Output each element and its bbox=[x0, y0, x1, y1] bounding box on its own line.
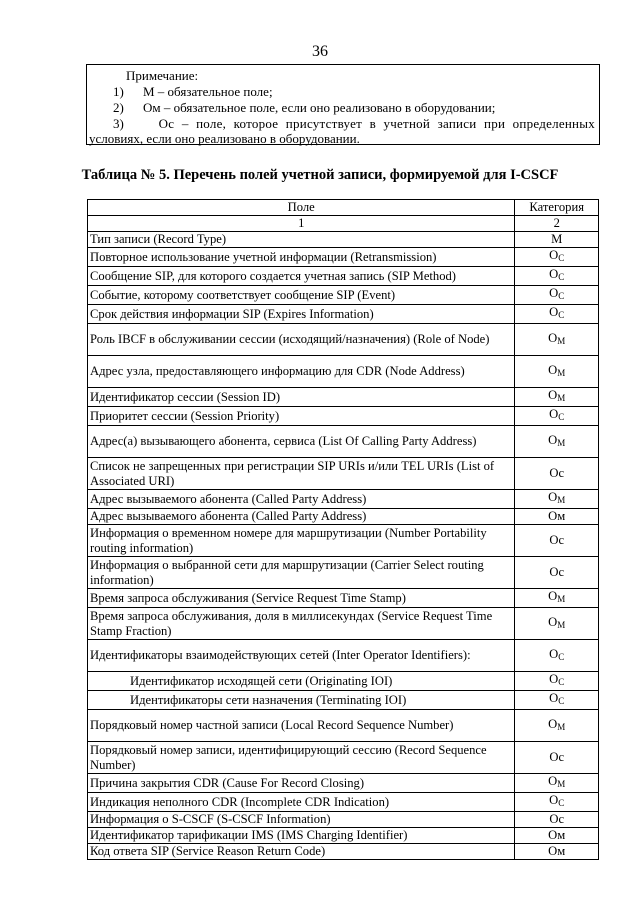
category-cell bbox=[515, 828, 599, 844]
table-row bbox=[88, 267, 599, 286]
category-main: O bbox=[549, 691, 559, 705]
field-cell: Повторное использование учетной информации (Retransmission) bbox=[88, 248, 515, 267]
table-row bbox=[88, 388, 599, 407]
table-row bbox=[88, 672, 599, 691]
category-subscript: M bbox=[557, 393, 566, 403]
category-main: O bbox=[548, 614, 558, 629]
category-main: M bbox=[551, 232, 563, 246]
category-cell bbox=[515, 509, 599, 525]
field-cell: Идентификатор тарификации IMS (IMS Charging Identifier) bbox=[88, 828, 515, 844]
table-row bbox=[88, 589, 599, 608]
category-cell bbox=[515, 672, 599, 691]
category-subscript: C bbox=[558, 253, 565, 263]
category-cell bbox=[515, 490, 599, 509]
category-main: O bbox=[548, 716, 558, 731]
field-cell: Причина закрытия CDR (Cause For Record Closing) bbox=[88, 774, 515, 793]
table-row bbox=[88, 608, 599, 640]
numbering-category: 2 bbox=[515, 216, 599, 232]
category-main: O bbox=[549, 248, 559, 262]
field-cell: Адрес вызываемого абонента (Called Party Address) bbox=[88, 509, 515, 525]
category-cell bbox=[515, 608, 599, 640]
field-cell: Роль IBCF в обслуживании сессии (исходящий/назначения) (Role of Node) bbox=[88, 324, 515, 356]
note-item-text: М – обязательное поле; bbox=[143, 84, 273, 99]
category-main: O bbox=[549, 286, 559, 300]
header-category: Категория bbox=[515, 200, 599, 216]
table-row bbox=[88, 248, 599, 267]
category-subscript: C bbox=[558, 696, 565, 706]
table-row bbox=[88, 742, 599, 774]
field-cell: Тип записи (Record Type) bbox=[88, 232, 515, 248]
category-subscript: M bbox=[557, 594, 566, 604]
category-subscript: C bbox=[558, 412, 565, 422]
table-row bbox=[88, 324, 599, 356]
category-cell bbox=[515, 388, 599, 407]
field-cell: Список не запрещенных при регистрации SIP URIs и/или TEL URIs (List of Associated URI) bbox=[88, 458, 515, 490]
category-cell bbox=[515, 248, 599, 267]
category-main: Oc bbox=[549, 750, 565, 764]
table-row bbox=[88, 812, 599, 828]
category-cell bbox=[515, 267, 599, 286]
category-cell bbox=[515, 742, 599, 774]
category-cell bbox=[515, 407, 599, 426]
field-cell: Порядковый номер частной записи (Local Record Sequence Number) bbox=[88, 710, 515, 742]
category-main: O bbox=[548, 432, 558, 447]
category-main: O bbox=[549, 267, 559, 281]
field-cell: Код ответа SIP (Service Reason Return Code) bbox=[88, 844, 515, 860]
category-main: O bbox=[549, 646, 559, 661]
category-subscript: M bbox=[557, 495, 566, 505]
table-row bbox=[88, 557, 599, 589]
category-subscript: C bbox=[558, 291, 565, 301]
category-subscript: C bbox=[558, 272, 565, 282]
field-cell: Сообщение SIP, для которого создается учетная запись (SIP Method) bbox=[88, 267, 515, 286]
header-field: Поле bbox=[88, 200, 515, 216]
category-main: O bbox=[548, 589, 558, 603]
category-cell bbox=[515, 525, 599, 557]
category-main: Oc bbox=[549, 565, 565, 579]
table-row bbox=[88, 828, 599, 844]
category-subscript: M bbox=[557, 437, 566, 448]
category-main: O bbox=[548, 490, 558, 504]
note-item-number: 1) bbox=[113, 84, 124, 99]
category-cell bbox=[515, 589, 599, 608]
category-main: Oc bbox=[549, 533, 565, 547]
category-subscript: M bbox=[557, 619, 566, 630]
category-main: O bbox=[548, 388, 558, 402]
note-title: Примечание: bbox=[126, 68, 199, 83]
category-cell bbox=[515, 793, 599, 812]
field-cell: Время запроса обслуживания, доля в миллисекундах (Service Request Time Stamp Fraction) bbox=[88, 608, 515, 640]
field-cell: Идентификатор сессии (Session ID) bbox=[88, 388, 515, 407]
field-cell: Идентификаторы сети назначения (Terminating IOI) bbox=[88, 691, 515, 710]
category-cell bbox=[515, 458, 599, 490]
note-item-number: 2) bbox=[113, 100, 124, 115]
field-cell: Информация о S-CSCF (S-CSCF Information) bbox=[88, 812, 515, 828]
field-cell: Индикация неполного CDR (Incomplete CDR Indication) bbox=[88, 793, 515, 812]
category-cell bbox=[515, 844, 599, 860]
field-cell: Порядковый номер записи, идентифицирующий сессию (Record Sequence Number) bbox=[88, 742, 515, 774]
note-item-number: 3) bbox=[113, 116, 124, 131]
table-row bbox=[88, 426, 599, 458]
field-cell: Событие, которому соответствует сообщение SIP (Event) bbox=[88, 286, 515, 305]
category-cell bbox=[515, 426, 599, 458]
category-main: O bbox=[548, 362, 558, 377]
note-item-1 bbox=[113, 84, 273, 100]
category-main: O bbox=[548, 774, 558, 788]
field-cell: Идентификатор исходящей сети (Originating IOI) bbox=[88, 672, 515, 691]
category-cell bbox=[515, 691, 599, 710]
note-item-3 bbox=[113, 116, 595, 132]
category-main: O bbox=[549, 793, 559, 807]
note-item-text: Ос – поле, которое присутствует в учетной записи при определенных bbox=[158, 116, 595, 131]
category-cell bbox=[515, 305, 599, 324]
category-subscript: C bbox=[558, 677, 565, 687]
category-main: O bbox=[549, 672, 559, 686]
numbering-field: 1 bbox=[88, 216, 515, 232]
category-main: Ом bbox=[548, 509, 566, 523]
note-continuation: условиях, если оно реализовано в оборудовании. bbox=[89, 131, 360, 146]
table-row bbox=[88, 525, 599, 557]
page-number: 36 bbox=[312, 43, 328, 60]
category-subscript: M bbox=[557, 335, 566, 346]
category-subscript: C bbox=[558, 310, 565, 320]
category-main: O bbox=[549, 407, 559, 421]
table-row bbox=[88, 407, 599, 426]
field-cell: Срок действия информации SIP (Expires Information) bbox=[88, 305, 515, 324]
category-subscript: C bbox=[558, 798, 565, 808]
field-cell: Идентификаторы взаимодействующих сетей (Inter Operator Identifiers): bbox=[88, 640, 515, 672]
table-row bbox=[88, 691, 599, 710]
table-row bbox=[88, 793, 599, 812]
table-numbering-row bbox=[88, 216, 599, 232]
category-main: O bbox=[548, 330, 558, 345]
table-row bbox=[88, 710, 599, 742]
table-row bbox=[88, 286, 599, 305]
category-main: Oc bbox=[549, 466, 565, 480]
field-cell: Время запроса обслуживания (Service Request Time Stamp) bbox=[88, 589, 515, 608]
table-row bbox=[88, 774, 599, 793]
category-subscript: M bbox=[557, 779, 566, 789]
table-row bbox=[88, 232, 599, 248]
fields-table bbox=[87, 199, 599, 860]
category-main: Ом bbox=[548, 828, 566, 842]
table-row bbox=[88, 509, 599, 525]
category-cell bbox=[515, 356, 599, 388]
note-item-text: Ом – обязательное поле, если оно реализовано в оборудовании; bbox=[143, 100, 496, 115]
category-cell bbox=[515, 774, 599, 793]
category-main: O bbox=[549, 305, 559, 319]
table-header-row bbox=[88, 200, 599, 216]
field-cell: Информация о выбранной сети для маршрутизации (Carrier Select routing information) bbox=[88, 557, 515, 589]
category-cell bbox=[515, 640, 599, 672]
category-cell bbox=[515, 286, 599, 305]
field-cell: Адрес(а) вызывающего абонента, сервиса (List Of Calling Party Address) bbox=[88, 426, 515, 458]
category-subscript: M bbox=[557, 367, 566, 378]
category-cell bbox=[515, 324, 599, 356]
category-subscript: M bbox=[557, 721, 566, 732]
field-cell: Адрес узла, предоставляющего информацию для CDR (Node Address) bbox=[88, 356, 515, 388]
table-row bbox=[88, 844, 599, 860]
table-row bbox=[88, 490, 599, 509]
table-row bbox=[88, 305, 599, 324]
table-title: Таблица № 5. Перечень полей учетной записи, формируемой для I-CSCF bbox=[81, 167, 559, 183]
note-box bbox=[86, 64, 600, 145]
category-subscript: C bbox=[558, 651, 565, 662]
table-row bbox=[88, 640, 599, 672]
category-cell bbox=[515, 232, 599, 248]
table-row bbox=[88, 356, 599, 388]
note-item-2 bbox=[113, 100, 495, 116]
field-cell: Информация о временном номере для маршрутизации (Number Portability routing information) bbox=[88, 525, 515, 557]
category-cell bbox=[515, 557, 599, 589]
table-row bbox=[88, 458, 599, 490]
field-cell: Адрес вызываемого абонента (Called Party Address) bbox=[88, 490, 515, 509]
category-main: Oc bbox=[549, 812, 565, 826]
category-main: Ом bbox=[548, 844, 566, 858]
category-cell bbox=[515, 710, 599, 742]
category-cell bbox=[515, 812, 599, 828]
field-cell: Приоритет сессии (Session Priority) bbox=[88, 407, 515, 426]
